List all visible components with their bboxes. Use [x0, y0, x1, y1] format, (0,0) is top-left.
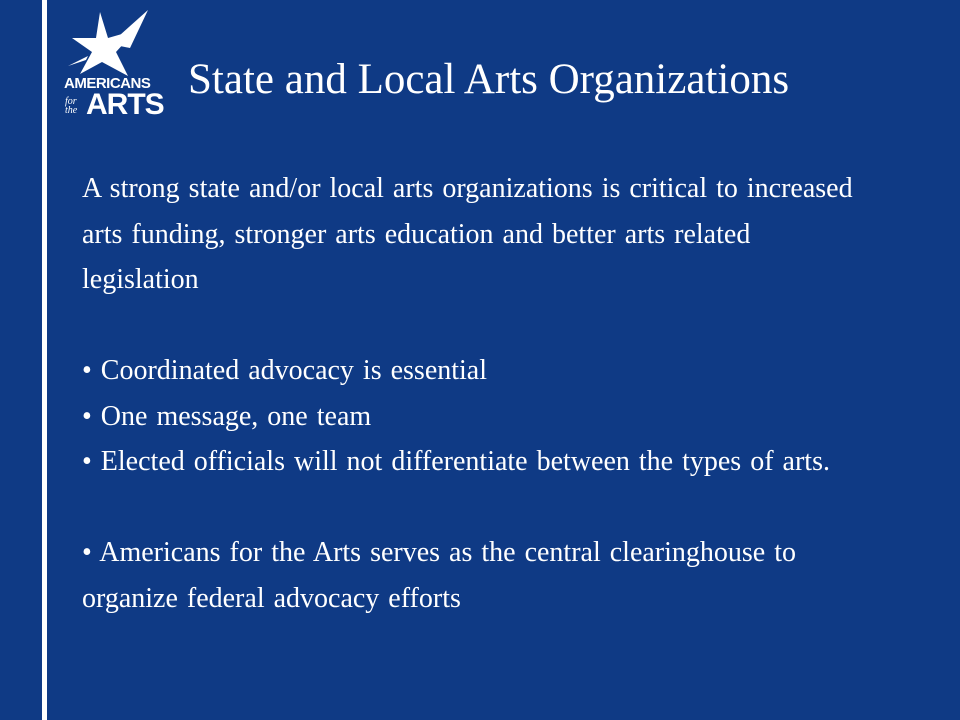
- slide-title: State and Local Arts Organizations: [188, 56, 790, 103]
- left-margin-bar: [0, 0, 42, 720]
- intro-paragraph: A strong state and/or local arts organizations is critical to increased arts funding, stronger arts education and better arts related legislation: [82, 173, 853, 295]
- bullet-item: • Americans for the Arts serves as the central clearinghouse to organize federal advocacy efforts: [82, 537, 797, 614]
- bullet-item: • Coordinated advocacy is essential: [82, 355, 488, 386]
- logo-text-for-the: for the: [65, 96, 78, 116]
- paragraph-spacer: [82, 303, 872, 349]
- bullet-item: • One message, one team: [82, 400, 372, 432]
- logo-text-arts: ARTS: [86, 88, 164, 121]
- logo-text-americans: AMERICANS: [64, 75, 151, 92]
- bullet-item: • Elected officials will not differentiate between the types of arts.: [82, 446, 830, 477]
- paragraph-spacer: [82, 485, 872, 531]
- slide-body: [82, 166, 872, 621]
